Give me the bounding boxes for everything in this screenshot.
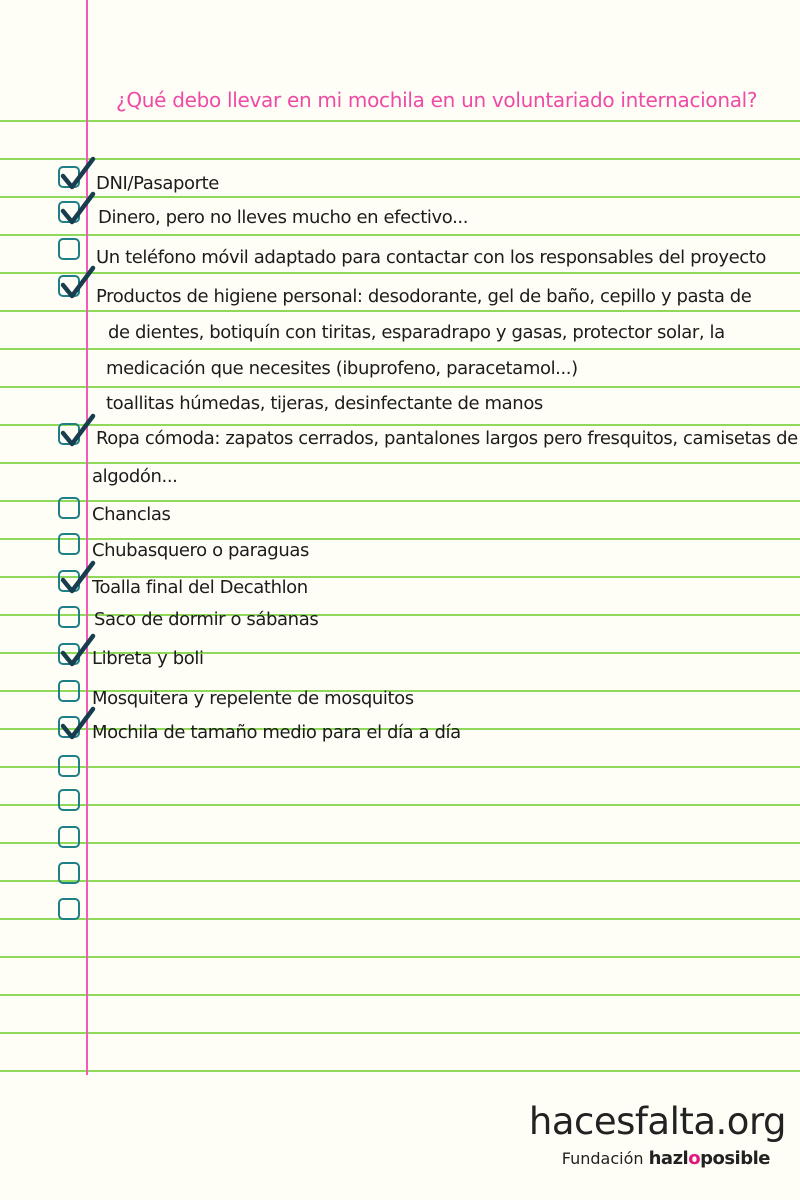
checkbox[interactable]: [58, 680, 80, 702]
checkbox[interactable]: [58, 606, 80, 628]
checkmark-icon: [60, 265, 100, 305]
checklist-item-label: Dinero, pero no lleves mucho en efectivo...: [98, 207, 469, 228]
site-logo: hacesfalta.org: [528, 1100, 786, 1143]
ruled-line: [0, 424, 800, 426]
checklist-item-continuation: de dientes, botiquín con tiritas, esparadrapo y gasas, protector solar, la: [108, 322, 725, 343]
checkmark-stroke: [63, 563, 93, 591]
checklist-item-label: Toalla final del Decathlon: [92, 577, 308, 598]
ruled-line: [0, 1032, 800, 1034]
checkmark-stroke: [63, 636, 93, 664]
ruled-line: [0, 196, 800, 198]
checkmark-icon: [60, 191, 100, 231]
checkbox[interactable]: [58, 862, 80, 884]
checkmark-stroke: [63, 194, 93, 222]
checklist-item-label: Chanclas: [92, 504, 171, 525]
checkmark-icon: [60, 413, 100, 453]
checklist-item-continuation: medicación que necesites (ibuprofeno, paracetamol...): [106, 358, 578, 379]
checklist-item-label: Chubasquero o paraguas: [92, 540, 309, 561]
ruled-line: [0, 766, 800, 768]
checkbox[interactable]: [58, 533, 80, 555]
checklist-item-label: Un teléfono móvil adaptado para contactar con los responsables del proyecto: [96, 247, 767, 268]
ruled-line: [0, 386, 800, 388]
checklist-item-label: Libreta y boli: [92, 648, 204, 669]
ruled-line: [0, 500, 800, 502]
checkbox[interactable]: [58, 898, 80, 920]
ruled-line: [0, 310, 800, 312]
checklist-item-label: DNI/Pasaporte: [96, 173, 219, 194]
checkmark-stroke: [63, 268, 93, 296]
ruled-line: [0, 918, 800, 920]
brand-post: posible: [700, 1148, 770, 1169]
foundation-label: Fundación: [561, 1149, 644, 1168]
brand-pre: hazl: [648, 1148, 689, 1169]
ruled-line: [0, 880, 800, 882]
ruled-line: [0, 234, 800, 236]
checkmark-stroke: [63, 709, 93, 737]
checklist-item-label: Mochila de tamaño medio para el día a día: [92, 722, 461, 743]
checkbox[interactable]: [58, 497, 80, 519]
checkbox[interactable]: [58, 789, 80, 811]
ruled-line: [0, 804, 800, 806]
ruled-line: [0, 348, 800, 350]
checkbox[interactable]: [58, 755, 80, 777]
brand-lo: o: [688, 1148, 701, 1169]
ruled-line: [0, 462, 800, 464]
ruled-line: [0, 842, 800, 844]
checkmark-stroke: [63, 416, 93, 444]
checkmark-icon: [60, 156, 100, 196]
checklist-item-label: Saco de dormir o sábanas: [94, 609, 319, 630]
ruled-line: [0, 158, 800, 160]
brand-logo: [649, 1148, 770, 1169]
checklist-item-label: Mosquitera y repelente de mosquitos: [92, 688, 414, 709]
ruled-line: [0, 120, 800, 122]
foundation-logo: [562, 1148, 770, 1169]
checklist-item-label: Ropa cómoda: zapatos cerrados, pantalones largos pero fresquitos, camisetas de: [96, 428, 798, 449]
checkmark-stroke: [63, 159, 93, 187]
ruled-line: [0, 956, 800, 958]
checklist-item-label: Productos de higiene personal: desodorante, gel de baño, cepillo y pasta de: [96, 286, 752, 307]
ruled-line: [0, 994, 800, 996]
checklist-item-continuation: toallitas húmedas, tijeras, desinfectante de manos: [106, 393, 543, 414]
ruled-line: [0, 272, 800, 274]
checklist-item-continuation: algodón...: [92, 466, 178, 487]
checkbox[interactable]: [58, 238, 80, 260]
ruled-line: [0, 1070, 800, 1072]
checkbox[interactable]: [58, 826, 80, 848]
page-title: ¿Qué debo llevar en mi mochila en un voluntariado internacional?: [116, 88, 758, 112]
